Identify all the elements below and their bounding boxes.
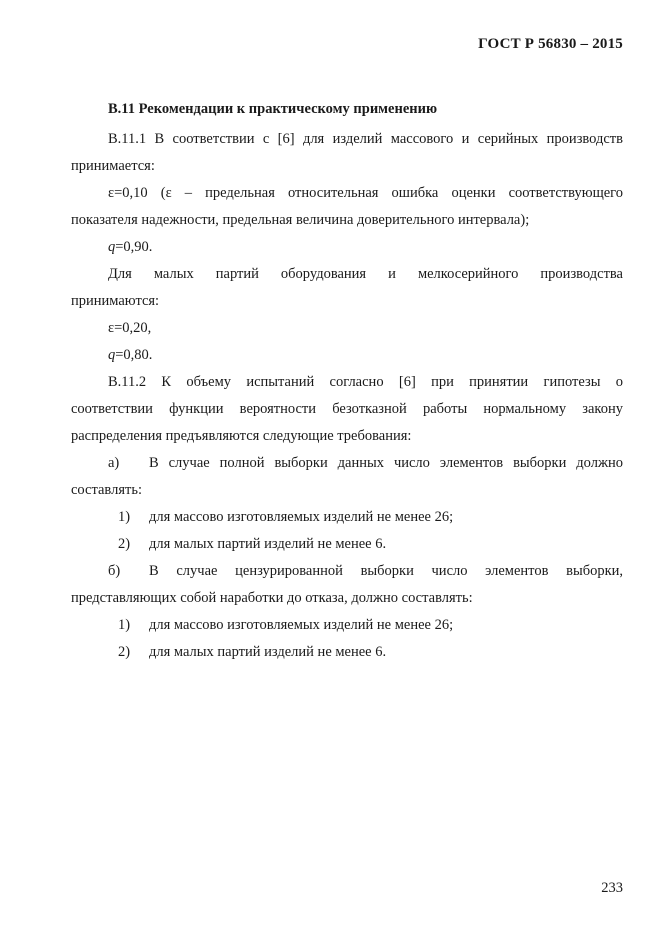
paragraph-b11-1-line1: В.11.1 В соответствии с [6] для изделий массового и серийных производств (108, 131, 623, 147)
subitem-text: для массово изготовляемых изделий не менее 26; (149, 509, 454, 525)
item-b-line1: В случае цензурированной выборки число элементов выборки, (149, 563, 623, 579)
subitem-text: для малых партий изделий не менее 6. (149, 536, 387, 552)
paragraph-small-batches-line1: Для малых партий оборудования и мелкосерийного производства (108, 266, 623, 282)
section-heading: В.11 Рекомендации к практическому применению (108, 101, 438, 117)
subitem-text: для массово изготовляемых изделий не менее 26; (149, 617, 454, 633)
epsilon-definition-line1: ε=0,10 (ε – предельная относительная ошибка оценки соответствующего (108, 185, 623, 201)
list-label-b: б) (108, 563, 121, 579)
subitem-number: 1) (118, 509, 131, 525)
paragraph-b11-2-line3: распределения предъявляются следующие требования: (71, 428, 412, 444)
paragraph-b11-2-line1: В.11.2 К объему испытаний согласно [6] при принятии гипотезы о (108, 374, 623, 390)
item-a-line2: составлять: (71, 482, 142, 498)
epsilon-value-2: ε=0,20, (108, 320, 152, 336)
subitem-number: 1) (118, 617, 131, 633)
q-variable: q (108, 239, 116, 255)
subitem-text: для малых партий изделий не менее 6. (149, 644, 387, 660)
item-b-line2: представляющих собой наработки до отказа, должно составлять: (71, 590, 473, 606)
confidence-q-value-2 (108, 346, 152, 364)
q-variable: q (108, 347, 116, 363)
epsilon-definition-line2: показателя надежности, предельная величина доверительного интервала); (71, 212, 530, 228)
confidence-q-value-1 (108, 238, 152, 256)
page-number: 233 (601, 880, 623, 896)
q-value: =0,90. (115, 239, 153, 255)
paragraph-b11-2-line2: соответствии функции вероятности безотказной работы нормальному закону (71, 401, 623, 417)
q-value: =0,80. (115, 347, 153, 363)
list-label-a: а) (108, 455, 120, 471)
subitem-number: 2) (118, 536, 131, 552)
paragraph-b11-1-line2: принимается: (71, 158, 155, 174)
document-standard-id: ГОСТ Р 56830 – 2015 (478, 36, 623, 52)
paragraph-small-batches-line2: принимаются: (71, 293, 160, 309)
subitem-number: 2) (118, 644, 131, 660)
item-a-line1: В случае полной выборки данных число элементов выборки должно (149, 455, 623, 471)
